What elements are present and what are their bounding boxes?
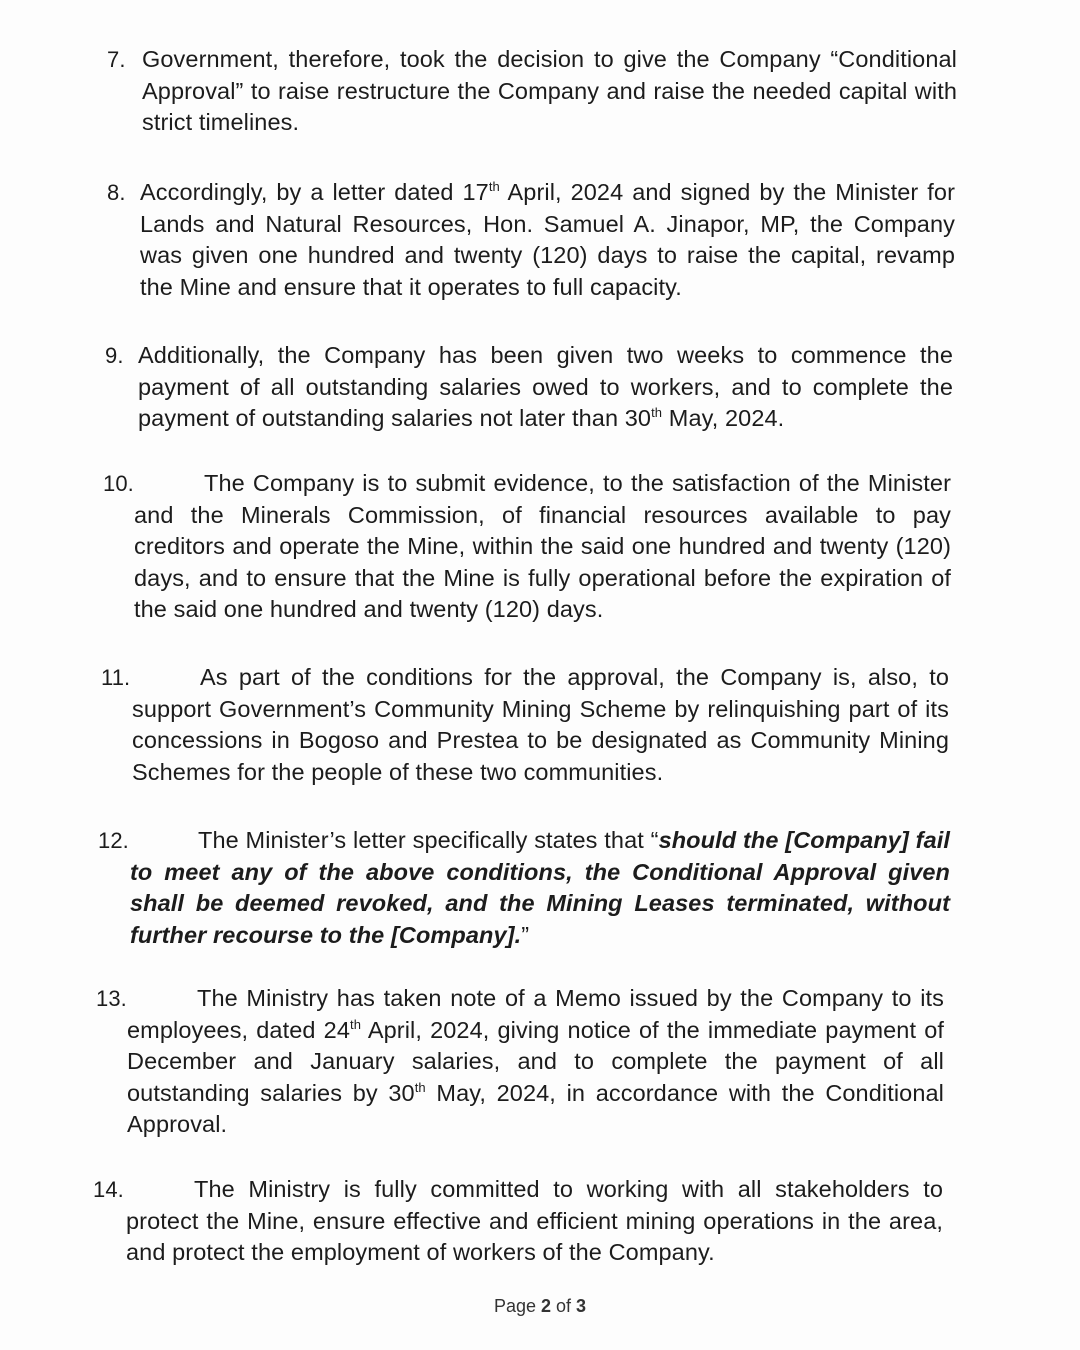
paragraph-14 — [93, 1174, 943, 1269]
paragraph-text — [140, 177, 955, 303]
quoted-condition: should the [Company] fail to meet any of the above conditions, the Conditional Approval given shall be deemed revoked, and the Mining Leases terminated, without further recourse to the [Company]. — [130, 827, 951, 948]
paragraph-text — [127, 983, 944, 1141]
paragraph-text-part: May, 2024. — [662, 405, 785, 431]
paragraph-11 — [101, 662, 949, 788]
paragraph-number: 13. — [96, 986, 127, 1011]
page-footer — [0, 1296, 1080, 1317]
paragraph-number: 11. — [101, 665, 131, 690]
paragraph-7 — [107, 44, 957, 139]
paragraph-text: The Ministry is fully committed to working with all stakeholders to protect the Mine, ensure effective and efficient mining operations in the area, and protect the employment of workers of the Company. — [126, 1176, 943, 1265]
paragraph-13 — [96, 983, 944, 1141]
ordinal-suffix: th — [651, 405, 663, 421]
paragraph-number: 8. — [107, 180, 126, 205]
paragraph-text-part: The Ministry has taken note of a Memo issued by the Company to its employees, dated 24 — [127, 985, 944, 1043]
paragraph-10 — [103, 468, 951, 626]
paragraph-text-part: ” — [521, 921, 530, 948]
paragraph-text: The Company is to submit evidence, to the satisfaction of the Minister and the Minerals Commission, of financial resources available to pay creditors and operate the Mine, within the said one hundred and twenty (120) days, and to ensure that the Mine is fully operational before the expiration of the said one hundred and twenty (120) days. — [134, 470, 951, 622]
paragraph-text-part: April, 2024 and signed by the Minister for Lands and Natural Resources, Hon. Samuel A. Jinapor, MP, the Company was given one hundred and twenty (120) days to raise the capital, revamp the Mine and ensure that it operates to full capacity. — [140, 179, 955, 300]
ordinal-suffix: th — [414, 1079, 426, 1095]
paragraph-number: 7. — [107, 47, 126, 72]
current-page-number: 2 — [541, 1296, 552, 1316]
ordinal-suffix: th — [350, 1016, 362, 1032]
paragraph-text-part: April, 2024, giving notice of the immediate payment of December and January salaries, and to complete the payment of all outstanding salaries by 30 — [127, 1016, 944, 1106]
page-label: Page — [493, 1296, 541, 1316]
paragraph-9 — [105, 340, 953, 435]
total-page-count: 3 — [576, 1296, 587, 1316]
paragraph-number: 12. — [98, 828, 129, 853]
paragraph-text-part: Accordingly, by a letter dated 17 — [140, 179, 489, 205]
page-of-label: of — [551, 1296, 577, 1316]
paragraph-8 — [107, 177, 955, 303]
paragraph-text — [130, 825, 950, 951]
paragraph-text — [138, 340, 953, 435]
paragraph-text: As part of the conditions for the approval, the Company is, also, to support Government’s Community Mining Scheme by relinquishing part of its concessions in Bogoso and Prestea to be designated as Community Mining Schemes for the people of these two communities. — [132, 664, 949, 785]
ordinal-suffix: th — [488, 179, 500, 195]
paragraph-text-part: May, 2024, in accordance with the Conditional Approval. — [127, 1079, 944, 1137]
paragraph-12 — [98, 825, 950, 951]
paragraph-number: 14. — [93, 1177, 124, 1202]
paragraph-number: 10. — [103, 471, 134, 496]
paragraph-text-part: The Minister’s letter specifically states that “ — [198, 827, 659, 853]
paragraph-text-part: Additionally, the Company has been given two weeks to commence the payment of all outstanding salaries owed to workers, and to complete the payment of outstanding salaries not later than 30 — [138, 342, 953, 431]
paragraph-text: Government, therefore, took the decision to give the Company “Conditional Approval” to raise restructure the Company and raise the needed capital with strict timelines. — [142, 46, 957, 135]
paragraph-number: 9. — [105, 343, 124, 368]
